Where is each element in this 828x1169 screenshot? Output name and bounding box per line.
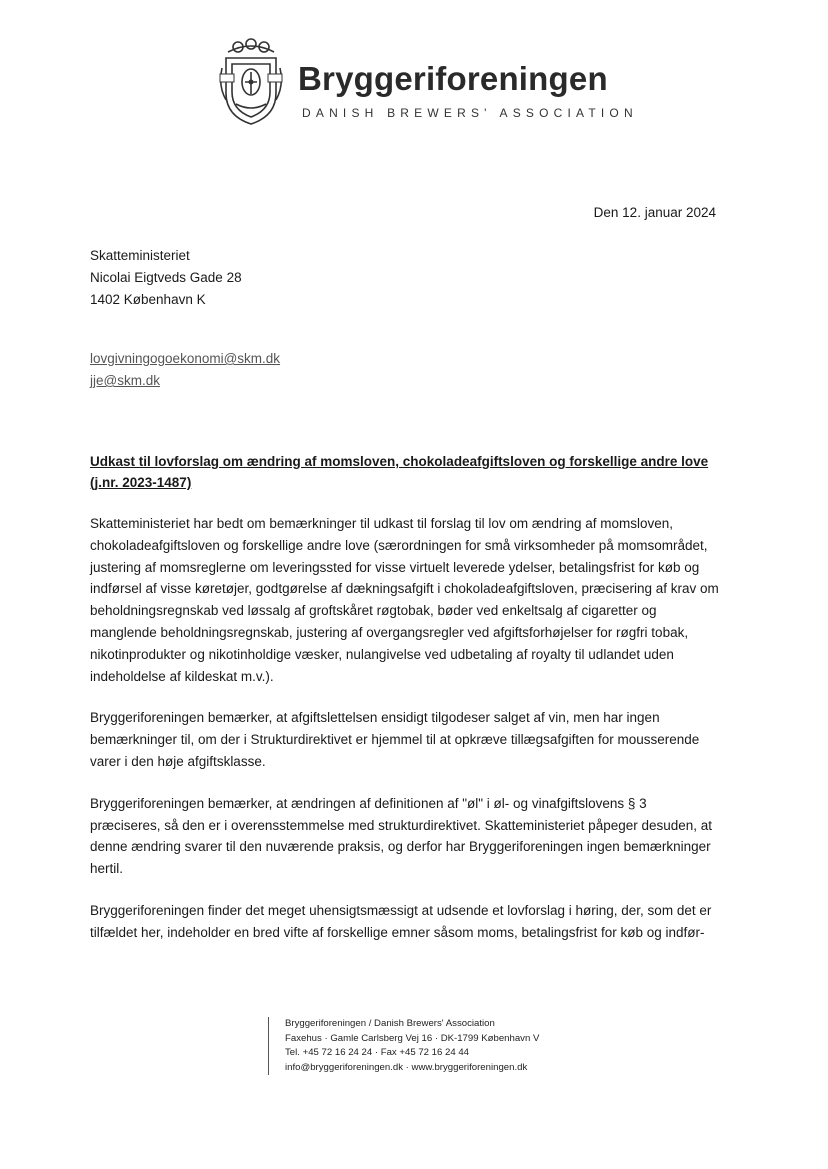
- footer-web: info@bryggeriforeningen.dk · www.bryggeriforeningen.dk: [285, 1061, 528, 1073]
- recipient-street: Nicolai Eigtveds Gade 28: [90, 270, 242, 285]
- recipient-emails: [90, 348, 280, 392]
- subject-reference: (j.nr. 2023-1487): [90, 475, 192, 490]
- letter-footer: [268, 1017, 539, 1075]
- email-link[interactable]: lovgivningogoekonomi@skm.dk: [90, 351, 281, 366]
- letter-subject: [90, 451, 710, 493]
- footer-phone: Tel. +45 72 16 24 24 · Fax +45 72 16 24 44: [285, 1047, 470, 1058]
- body-paragraph: Bryggeriforeningen finder det meget uhensigtsmæssigt at udsende et lovforslag i høring, der, som det er tilfældet her, indeholder en bred vifte af forskellige emner såsom moms, betalingsfrist for køb og indfør-: [90, 902, 712, 940]
- body-paragraph: Skatteministeriet har bedt om bemærkninger til udkast til forslag til lov om ændring af momsloven, chokoladeafgiftsloven og forskellige andre love (særordningen for små virksomheder på momsområdet, justering af momsreglerne om leveringssted for visse virtuelt leverede ydelser, betalingsfrist for køb og indførsel af visse køretøjer, godtgørelse af dækningsafgift i chokoladeafgiftsloven, præcisering af krav om beholdningsregnskab ved løssalg af groftskåret røgtobak, bøder ved enkeltsalg af cigaretter og manglende beholdningsregnskab, justering af overgangsregler ved afgiftsforhøjelser for røgfri tobak, nikotinprodukter og nikotinholdige væsker, nulangivelse ved udbetaling af royalty til udlandet uden indeholdelse af kildeskat m.v.).: [90, 516, 719, 684]
- body-paragraph: Bryggeriforeningen bemærker, at ændringen af definitionen af "øl" i øl- og vinafgiftslovens § 3 præciseres, så den er i overensstemmelse med strukturdirektivet. Skatteministeriet påpeger desuden, at denne ændring svarer til den nuværende praksis, og derfor har Bryggeriforeningen ingen bemærkninger hertil.: [90, 795, 713, 877]
- letter-body: [90, 513, 720, 964]
- recipient-city: 1402 København K: [90, 292, 206, 307]
- body-paragraph: Bryggeriforeningen bemærker, at afgiftslettelsen ensidigt tilgodeser salget af vin, men har ingen bemærkninger til, om der i Strukturdirektivet er hjemmel til at opkræve tillægsafgiften for mousserende varer i den høje afgiftsklasse.: [90, 710, 700, 769]
- email-link[interactable]: jje@skm.dk: [90, 373, 160, 388]
- letter-date: Den 12. januar 2024: [593, 205, 716, 220]
- footer-org: Bryggeriforeningen / Danish Brewers' Association: [285, 1018, 495, 1029]
- recipient-address: [90, 245, 242, 311]
- footer-address: Faxehus · Gamle Carlsberg Vej 16 · DK-1799 København V: [285, 1032, 540, 1044]
- recipient-name: Skatteministeriet: [90, 248, 190, 263]
- org-subtitle: DANISH BREWERS' ASSOCIATION: [302, 106, 638, 120]
- brewers-seal-icon: [218, 38, 284, 128]
- subject-line: Udkast til lovforslag om ændring af momsloven, chokoladeafgiftsloven og forskellige andre love: [90, 454, 709, 469]
- letterhead-logo: [218, 38, 638, 130]
- org-name: Bryggeriforeningen: [298, 60, 608, 97]
